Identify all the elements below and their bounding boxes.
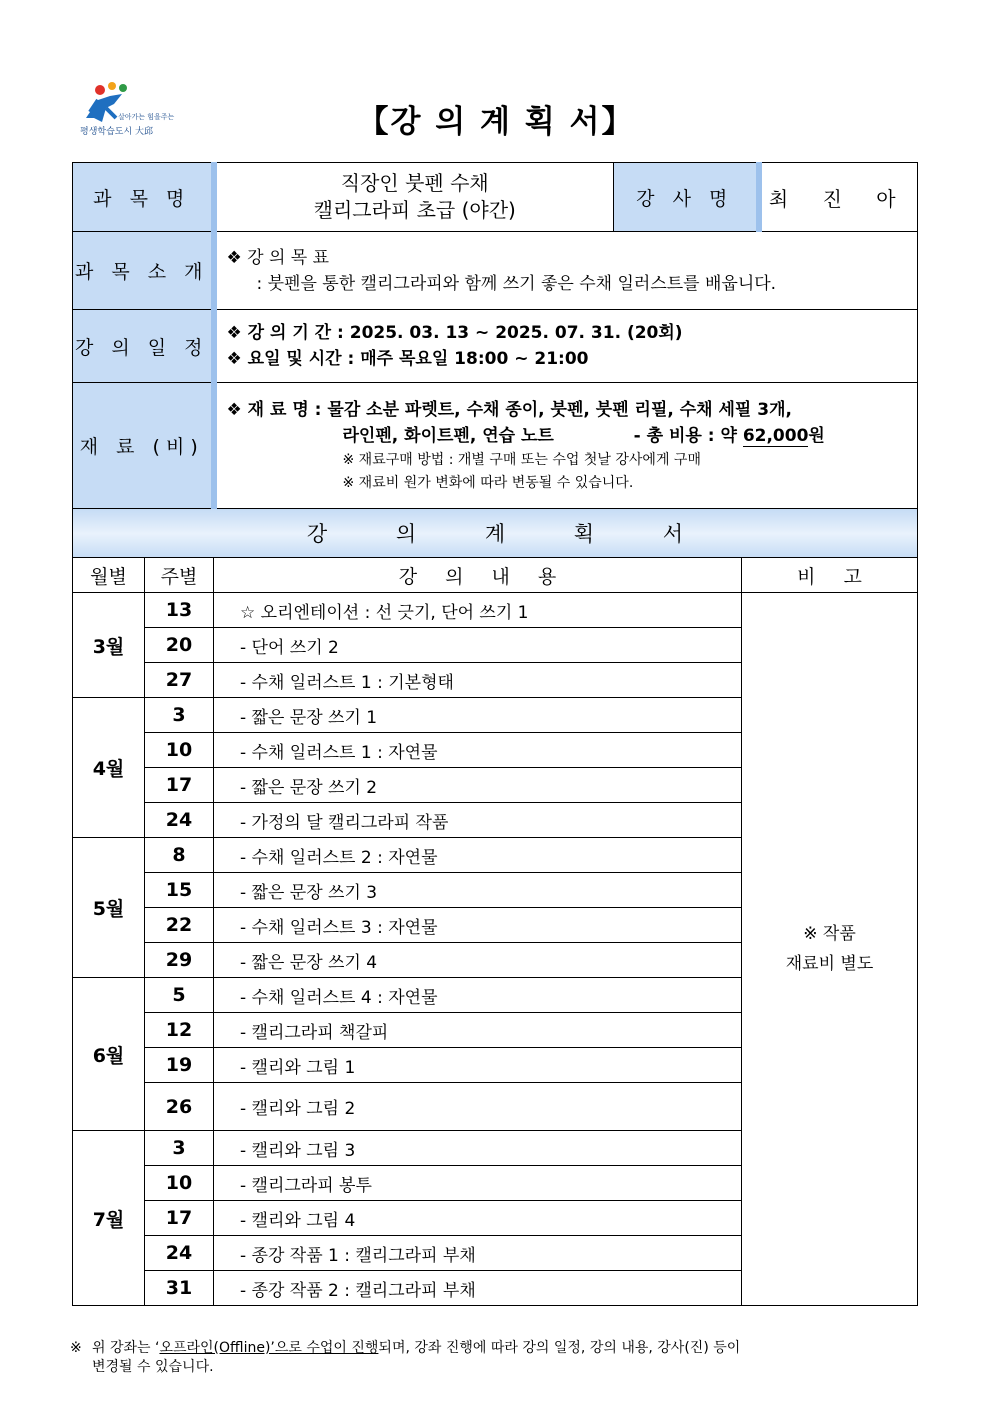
content-cell: - 캘리그라피 봉투 xyxy=(214,1166,742,1201)
footer-text-a: 위 강좌는 ‘ xyxy=(92,1340,160,1356)
week-cell: 3 xyxy=(145,1131,214,1166)
materials-list-cont xyxy=(227,423,918,449)
schedule-period: ❖ 강 의 기 간 : 2025. 03. 13 ~ 2025. 07. 31. (20회) xyxy=(226,323,683,343)
month-cell: 6월 xyxy=(73,978,145,1131)
materials-cost: 62,000 xyxy=(742,425,809,446)
week-cell: 27 xyxy=(145,663,214,698)
content-cell: - 수채 일러스트 1 : 자연물 xyxy=(214,733,742,768)
materials-note-price: ※ 재료비 원가 변화에 따라 변동될 수 있습니다. xyxy=(342,474,634,491)
content-cell: - 짧은 문장 쓰기 2 xyxy=(214,768,742,803)
subject-line-2: 캘리그라피 초급 (야간) xyxy=(313,198,516,222)
week-cell: 22 xyxy=(145,908,214,943)
content-cell: - 단어 쓰기 2 xyxy=(214,628,742,663)
schedule-label: 강 의 일 정 xyxy=(73,310,214,383)
intro-content xyxy=(214,232,918,310)
week-cell: 20 xyxy=(145,628,214,663)
footer-mark: ※ xyxy=(70,1340,82,1356)
plan-banner-text: 강 의 계 획 서 xyxy=(306,522,684,546)
week-cell: 17 xyxy=(145,768,214,803)
materials-label: 재 료 (비) xyxy=(73,383,214,509)
content-cell: - 캘리와 그림 3 xyxy=(214,1131,742,1166)
instructor-label: 강 사 명 xyxy=(614,163,759,232)
schedule-content xyxy=(214,310,918,383)
note-line-1: ※ 작품 xyxy=(803,924,856,944)
intro-goal-text: : 붓펜을 통한 캘리그라피와 함께 쓰기 좋은 수채 일러스트를 배웁니다. xyxy=(256,273,777,294)
content-cell: - 캘리와 그림 1 xyxy=(214,1048,742,1083)
content-cell: - 수채 일러스트 3 : 자연물 xyxy=(214,908,742,943)
week-cell: 10 xyxy=(145,733,214,768)
col-month-header: 월별 xyxy=(73,558,145,593)
footer-text-underlined: 오프라인(Offline)’으로 수업이 진행 xyxy=(159,1340,379,1356)
instructor-name: 최 진 아 xyxy=(759,163,918,232)
table-row xyxy=(73,593,918,628)
week-cell: 8 xyxy=(145,838,214,873)
week-cell: 3 xyxy=(145,698,214,733)
week-cell: 10 xyxy=(145,1166,214,1201)
week-cell: 29 xyxy=(145,943,214,978)
page-title: 【강 의 계 획 서】 xyxy=(357,104,635,140)
week-cell: 5 xyxy=(145,978,214,1013)
footer-line-2: 변경될 수 있습니다. xyxy=(92,1359,214,1375)
materials-cost-unit: 원 xyxy=(808,425,825,446)
materials-list-cont-text: 라인펜, 화이트펜, 연습 노트 xyxy=(342,425,554,446)
subject-label: 과 목 명 xyxy=(73,163,214,232)
month-cell: 3월 xyxy=(73,593,145,698)
week-cell: 15 xyxy=(145,873,214,908)
content-cell: - 짧은 문장 쓰기 1 xyxy=(214,698,742,733)
week-cell: 26 xyxy=(145,1083,214,1131)
month-cell: 4월 xyxy=(73,698,145,838)
footer-text-b: 되며, 강좌 진행에 따라 강의 일정, 강의 내용, 강사(진) 등이 xyxy=(378,1340,741,1356)
week-cell: 31 xyxy=(145,1271,214,1306)
week-cell: 19 xyxy=(145,1048,214,1083)
col-note-header-text: 비 고 xyxy=(797,565,862,588)
materials-content xyxy=(214,383,918,509)
col-content-header-text: 강 의 내 용 xyxy=(398,565,557,588)
month-cell: 5월 xyxy=(73,838,145,978)
content-cell: - 수채 일러스트 4 : 자연물 xyxy=(214,978,742,1013)
subject-line-1: 직장인 붓펜 수채 xyxy=(340,171,489,195)
content-cell: - 캘리와 그림 2 xyxy=(214,1083,742,1131)
content-cell: - 수채 일러스트 1 : 기본형태 xyxy=(214,663,742,698)
content-cell: - 캘리그라피 책갈피 xyxy=(214,1013,742,1048)
footer-line-1 xyxy=(70,1339,920,1358)
intro-label: 과 목 소 개 xyxy=(73,232,214,310)
week-cell: 24 xyxy=(145,1236,214,1271)
lecture-plan-table xyxy=(72,162,918,1306)
week-cell: 13 xyxy=(145,593,214,628)
content-cell: - 짧은 문장 쓰기 4 xyxy=(214,943,742,978)
note-cell xyxy=(742,593,918,1306)
content-cell: - 종강 작품 1 : 캘리그라피 부채 xyxy=(214,1236,742,1271)
content-cell: - 가정의 달 캘리그라피 작품 xyxy=(214,803,742,838)
month-cell: 7월 xyxy=(73,1131,145,1306)
intro-goal-heading: ❖ 강 의 목 표 xyxy=(226,247,330,268)
plan-banner xyxy=(73,509,918,558)
week-cell: 12 xyxy=(145,1013,214,1048)
content-cell: ☆ 오리엔테이션 : 선 긋기, 단어 쓰기 1 xyxy=(214,593,742,628)
content-cell: - 캘리와 그림 4 xyxy=(214,1201,742,1236)
week-cell: 17 xyxy=(145,1201,214,1236)
logo-city-name: 평생학습도시 大邱 xyxy=(80,127,154,137)
col-content-header xyxy=(214,558,742,593)
col-note-header xyxy=(742,558,918,593)
materials-note-purchase: ※ 재료구매 방법 : 개별 구매 또는 수업 첫날 강사에게 구매 xyxy=(342,451,701,468)
materials-cost-label: - 총 비용 : 약 xyxy=(633,425,743,446)
schedule-time: ❖ 요일 및 시간 : 매주 목요일 18:00 ~ 21:00 xyxy=(226,349,589,369)
footer-notice xyxy=(70,1339,920,1377)
logo-tagline: 살아가는 힘을주는 xyxy=(118,113,175,121)
content-cell: - 짧은 문장 쓰기 3 xyxy=(214,873,742,908)
subject-name xyxy=(214,163,614,232)
col-week-header: 주별 xyxy=(145,558,214,593)
week-cell: 24 xyxy=(145,803,214,838)
content-cell: - 종강 작품 2 : 캘리그라피 부채 xyxy=(214,1271,742,1306)
note-line-2: 재료비 별도 xyxy=(785,954,874,974)
materials-list: ❖ 재 료 명 : 물감 소분 파렛트, 수채 종이, 붓펜, 붓펜 리필, 수채 세필 3개, xyxy=(226,399,792,420)
content-cell: - 수채 일러스트 2 : 자연물 xyxy=(214,838,742,873)
